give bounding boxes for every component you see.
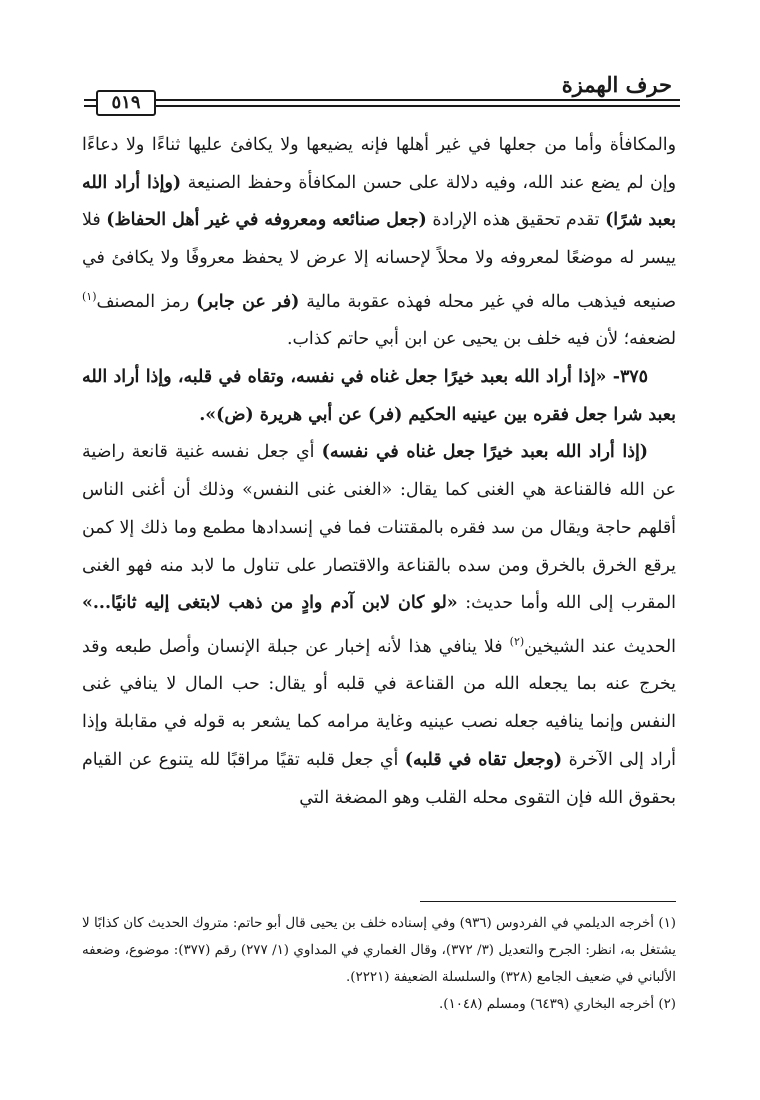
text-run: فلا ييسر له موضعًا لمعروفه ولا محلاً لإحسانه إلا عرض لا يحفظ معروفًا ولا يكافئ في صنيعه فيذهب ماله في غير محله فهذه عقوبة مالية [82, 210, 676, 312]
text-run: فلا ينافي هذا لأنه إخبار عن جبلة الإنسان وأصل طبعه وقد يخرج عنه بما يجعله الله من القناعة في قلبه أو يقال: حب المال لا ينافي غنى النفس وإنما ينافيه جعله نصب عينيه وغاية مرامه كما يشعر به قوله في مقابلة وإذا أراد إلى الآخرة [82, 636, 677, 770]
footnote-1: (١) أخرجه الديلمي في الفردوس (٩٣٦) وفي إسناده خلف بن يحيى قال أبو حاتم: متروك الحديث كان كذابًا لا يشتغل به، انظر: الجرح والتعديل (٣/ ٣٧٢)، وقال الغماري في المداوي (١/ ٢٧٧) رقم (٣٧٧): موضوع، وضعفه الألباني في ضعيف الجامع (٣٢٨) والسلسلة الضعيفة (٢٢٢١). [82, 916, 676, 985]
text-run: والمكافأة وأما من جعلها في غير أهلها فإنه يضيعها ولا يكافئ عليها ثناءًا ولا دعاءًا وإن لم يضع عند الله، وفيه دلالة على حسن المكافأة وحفظ الصنيعة [82, 135, 676, 193]
double-rule-line [154, 99, 680, 107]
footnote-2: (٢) أخرجه البخاري (٦٤٣٩) ومسلم (١٠٤٨). [439, 997, 676, 1012]
text-run: الحديث عند الشيخين [524, 636, 676, 657]
footnote-divider [420, 901, 676, 902]
hadith-375 [82, 359, 676, 434]
rule-lead-line [84, 99, 96, 107]
text-run: تقدم تحقيق هذه الإرادة [426, 210, 606, 231]
paragraph-commentary-374 [82, 127, 676, 359]
bold-text-run: (فر عن جابر) [196, 291, 300, 312]
text-run: أي جعل نفسه غنية قانعة راضية عن الله فالقناعة هي الغنى كما يقال: «الغنى غنى النفس» وذلك أن أغنى الناس أقلهم حاجة ويقال من سد فقره بالمقتنات فما في إنسدادها مطمع وما ذلك إلا كمن يرقع الخرق بالخرق ومن سده بالقناعة والاقتصار على تناول ما لابد منه فهو الغنى المقرب إلى الله وأما حديث: [82, 442, 676, 614]
running-title: حرف الهمزة [561, 72, 672, 97]
bold-text-run: ٣٧٥- «إذا أراد الله بعبد خيرًا جعل غناه في نفسه، وتقاه في قلبه، وإذا أراد الله بعبد شرا جعل فقره بين عينيه الحكيم (فر) عن أبي هريرة (ض)». [82, 367, 676, 425]
text-run: رمز المصنف [96, 291, 197, 312]
header-rule [84, 90, 680, 116]
bold-text-run: (وجعل تقاه في قلبه) [404, 749, 563, 770]
page-number: ٥١٩ [96, 90, 156, 116]
paragraph-commentary-375 [82, 434, 676, 817]
bold-text-run: (وإذا أراد الله بعبد شرًا) [82, 172, 677, 231]
bold-text-run: (إذا أراد الله بعبد خيرًا جعل غناه في نفسه) [321, 442, 649, 463]
footnote-marker: (٢) [509, 634, 525, 648]
text-run: أي جعل قلبه تقيًا مراقبًا لله يتنوع عن القيام بحقوق الله فإن التقوى محله القلب وهو المضغة التي [82, 749, 676, 808]
bold-text-run: «لو كان لابن آدم وادٍ من ذهب لابتغى إليه ثانيًا...» [82, 593, 458, 614]
footnote-marker: (١) [82, 289, 97, 303]
footnotes [82, 910, 676, 1018]
text-run: لضعفه؛ لأن فيه خلف بن يحيى عن ابن أبي حاتم كذاب. [287, 329, 676, 350]
main-text [82, 127, 676, 817]
bold-text-run: (جعل صنائعه ومعروفه في غير أهل الحفاظ) [106, 210, 427, 231]
